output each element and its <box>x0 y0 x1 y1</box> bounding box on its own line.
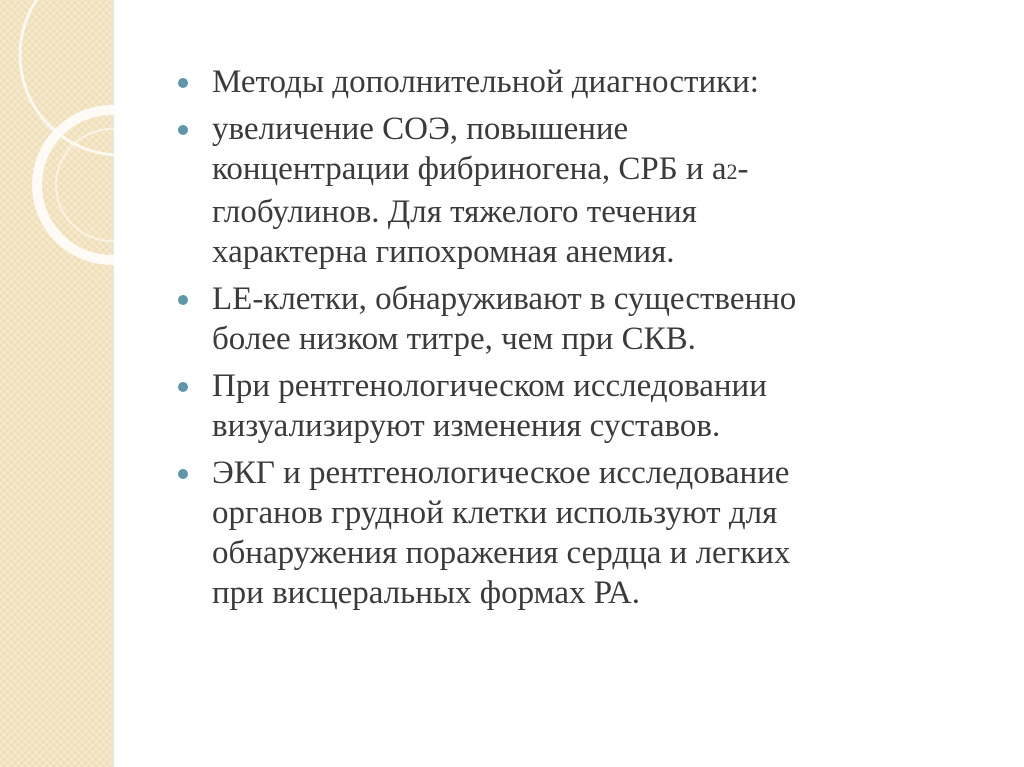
bullet-item <box>178 366 988 446</box>
bullet-item <box>178 62 988 102</box>
bullet-text-line: глобулинов. Для тяжелого течения <box>212 194 697 230</box>
bullet-text-line: При рентгенологическом исследовании <box>212 368 767 404</box>
bullet-text-line: органов грудной клетки используют для <box>212 495 778 531</box>
bullet-text-line: обнаружения поражения сердца и легких <box>212 535 791 571</box>
bullet-text-line <box>212 149 988 192</box>
subscript-text: 2 <box>726 159 738 184</box>
bullet-text-line: при висцеральных формах РА. <box>212 575 640 611</box>
bullet-item <box>178 453 988 613</box>
bullet-text-line: более низком титре, чем при СКВ. <box>212 321 696 357</box>
bullet-text-line: LE-клетки, обнаруживают в существенно <box>212 281 797 317</box>
bullet-text-line: ЭКГ и рентгенологическое исследование <box>212 455 790 491</box>
bullet-text-segment: - <box>737 151 749 187</box>
bullet-text-line: визуализируют изменения суставов. <box>212 408 721 444</box>
bullet-list <box>178 62 988 613</box>
bullet-text-line: увеличение СОЭ, повышение <box>212 111 629 147</box>
decorative-rings <box>0 0 114 300</box>
bullet-item <box>178 109 988 272</box>
bullet-dot-icon <box>178 382 188 392</box>
bullet-dot-icon <box>178 125 188 135</box>
bullet-text-line: Методы дополнительной диагностики: <box>212 64 759 100</box>
bullet-dot-icon <box>178 295 188 305</box>
bullet-text-line: характерна гипохромная анемия. <box>212 234 675 270</box>
bullet-dot-icon <box>178 78 188 88</box>
bullet-dot-icon <box>178 469 188 479</box>
bullet-item <box>178 279 988 359</box>
bullet-text-segment: концентрации фибриногена, СРБ и а <box>212 151 727 187</box>
slide-body <box>178 62 988 620</box>
